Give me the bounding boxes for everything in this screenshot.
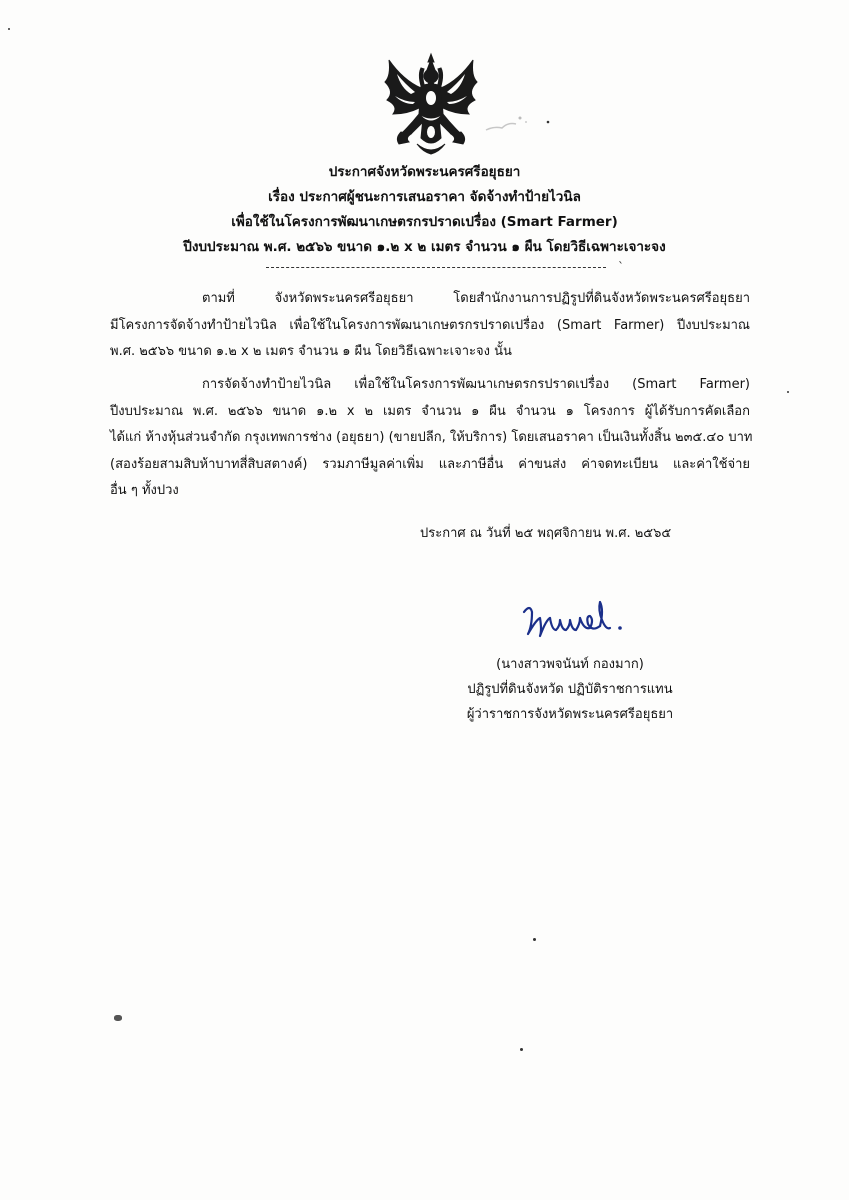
paragraph-award: [110, 372, 753, 505]
signer-block: [400, 652, 740, 727]
paragraph-line: ปีงบประมาณ พ.ศ. ๒๕๖๖ ขนาด ๑.๒ x ๒ เมตร จำนวน ๑ ผืน จำนวน ๑ โครงการ ผู้ได้รับการคัดเลือก: [110, 403, 750, 419]
garuda-emblem-icon: [381, 52, 481, 158]
header-project: เพื่อใช้ในโครงการพัฒนาเกษตรกรปราดเปรื่อง (Smart Farmer): [231, 214, 618, 230]
scan-speck: [8, 28, 10, 30]
scan-speck: [787, 391, 789, 393]
scan-speck: [114, 1015, 122, 1021]
header-divider: [266, 267, 606, 268]
paragraph-line: ตามที่ จังหวัดพระนครศรีอยุธยา โดยสำนักงานการปฏิรูปที่ดินจังหวัดพระนครศรีอยุธยา: [202, 291, 750, 306]
scan-smudge: [482, 112, 552, 136]
divider-tick-mark: `: [618, 260, 624, 274]
paragraph-line: การจัดจ้างทำป้ายไวนิล เพื่อใช้ในโครงการพัฒนาเกษตรกรปราดเปรื่อง (Smart Farmer): [202, 377, 750, 392]
paragraph-line: ได้แก่ ห้างหุ้นส่วนจำกัด กรุงเทพการช่าง (อยุธยา) (ขายปลีก, ให้บริการ) โดยเสนอราคา เป็นเงินทั้งสิ้น ๒๓๕.๔๐ บาท: [110, 430, 753, 445]
paragraph-line: อื่น ๆ ทั้งปวง: [110, 483, 179, 498]
signer-position: ปฏิรูปที่ดินจังหวัด ปฏิบัติราชการแทน: [467, 682, 673, 697]
paragraph-line: พ.ศ. ๒๕๖๖ ขนาด ๑.๒ x ๒ เมตร จำนวน ๑ ผืน โดยวิธีเฉพาะเจาะจง นั้น: [110, 344, 512, 359]
signer-name: (นางสาวพจนันท์ กองมาก): [496, 657, 644, 672]
scan-speck: [520, 1048, 523, 1051]
header-details: ปีงบประมาณ พ.ศ. ๒๕๖๖ ขนาด ๑.๒ x ๒ เมตร จำนวน ๑ ผืน โดยวิธีเฉพาะเจาะจง: [183, 239, 666, 255]
header-title: ประกาศจังหวัดพระนครศรีอยุธยา: [328, 164, 521, 180]
document-header: [0, 160, 849, 260]
header-subject: เรื่อง ประกาศผู้ชนะการเสนอราคา จัดจ้างทำป้ายไวนิล: [268, 189, 581, 205]
paragraph-background: [110, 286, 750, 366]
announcement-date: ประกาศ ณ วันที่ ๒๕ พฤศจิกายน พ.ศ. ๒๕๖๕: [420, 526, 672, 541]
handwritten-signature: [520, 596, 630, 646]
scan-speck: [533, 938, 536, 941]
signer-title: ผู้ว่าราชการจังหวัดพระนครศรีอยุธยา: [466, 707, 674, 722]
paragraph-line: (สองร้อยสามสิบห้าบาทสี่สิบสตางค์) รวมภาษีมูลค่าเพิ่ม และภาษีอื่น ค่าขนส่ง ค่าจดทะเบียน และค่าใช้จ่าย: [110, 456, 750, 472]
paragraph-line: มีโครงการจัดจ้างทำป้ายไวนิล เพื่อใช้ในโครงการพัฒนาเกษตรกรปราดเปรื่อง (Smart Farmer) ปีงบประมาณ: [110, 317, 750, 333]
